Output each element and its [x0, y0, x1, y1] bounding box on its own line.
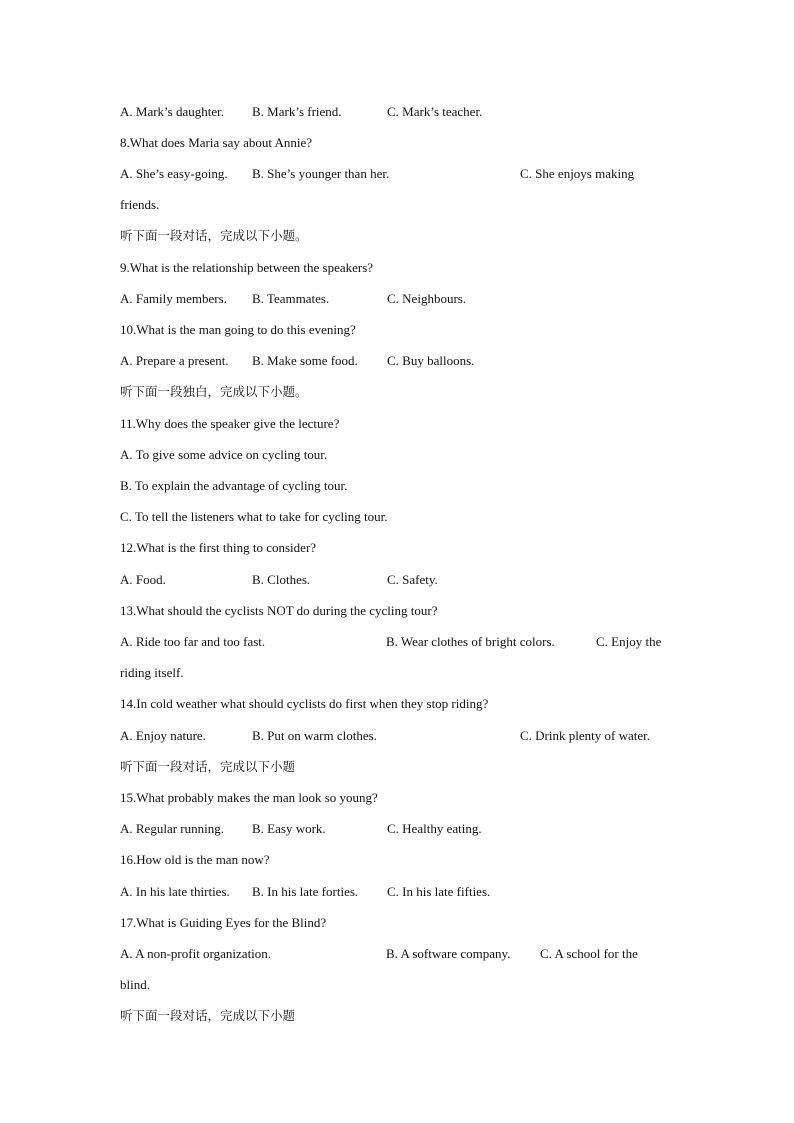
option-a[interactable]: A. In his late thirties.	[120, 884, 230, 899]
option-c[interactable]: C. In his late fifties.	[387, 884, 491, 899]
option-b[interactable]: B. A software company.	[386, 946, 511, 961]
option-c[interactable]: C. Drink plenty of water.	[520, 728, 650, 743]
question-17: 17.What is Guiding Eyes for the Blind?	[120, 915, 327, 930]
option-a[interactable]: A. Food.	[120, 572, 166, 587]
option-b[interactable]: B. She’s younger than her.	[252, 166, 390, 181]
option-c[interactable]: C. Healthy eating.	[387, 821, 482, 836]
option-b[interactable]: B. Easy work.	[252, 821, 326, 836]
section-instruction: 听下面一段对话，完成以下小题。	[120, 228, 308, 243]
option-b[interactable]: B. Teammates.	[252, 291, 330, 306]
question-15: 15.What probably makes the man look so young?	[120, 790, 378, 805]
question-13: 13.What should the cyclists NOT do during the cycling tour?	[120, 603, 438, 618]
option-a[interactable]: A. Mark’s daughter.	[120, 104, 224, 119]
question-8: 8.What does Maria say about Annie?	[120, 135, 313, 150]
option-b[interactable]: B. Clothes.	[252, 572, 311, 587]
option-c[interactable]: C. Buy balloons.	[387, 353, 475, 368]
option-b[interactable]: B. Mark’s friend.	[252, 104, 342, 119]
options-q14	[0, 728, 794, 744]
option-c-continued: blind.	[120, 977, 150, 992]
section-instruction: 听下面一段对话，完成以下小题	[120, 759, 296, 774]
option-c[interactable]: C. Enjoy the	[596, 634, 662, 649]
option-a[interactable]: A. A non-profit organization.	[120, 946, 272, 961]
option-a[interactable]: A. Family members.	[120, 291, 227, 306]
options-q16	[0, 884, 794, 900]
option-a[interactable]: A. Enjoy nature.	[120, 728, 206, 743]
options-q7	[0, 104, 794, 120]
option-c-continued: riding itself.	[120, 665, 184, 680]
option-b[interactable]: B. In his late forties.	[252, 884, 359, 899]
option-a[interactable]: A. Regular running.	[120, 821, 224, 836]
options-q8	[0, 166, 794, 182]
option-b[interactable]: B. Make some food.	[252, 353, 358, 368]
section-instruction: 听下面一段对话，完成以下小题	[120, 1008, 296, 1023]
option-c-continued: friends.	[120, 197, 160, 212]
option-b[interactable]: B. Wear clothes of bright colors.	[386, 634, 555, 649]
option-c[interactable]: C. A school for the	[540, 946, 638, 961]
question-11: 11.Why does the speaker give the lecture?	[120, 416, 340, 431]
option-c[interactable]: C. Mark’s teacher.	[387, 104, 483, 119]
option-a[interactable]: A. Ride too far and too fast.	[120, 634, 266, 649]
question-10: 10.What is the man going to do this evening?	[120, 322, 356, 337]
options-q17	[0, 946, 794, 962]
question-9: 9.What is the relationship between the speakers?	[120, 260, 374, 275]
options-q13	[0, 634, 794, 650]
section-instruction: 听下面一段独白，完成以下小题。	[120, 384, 308, 399]
option-b[interactable]: B. To explain the advantage of cycling tour.	[120, 478, 348, 493]
options-q15	[0, 821, 794, 837]
option-a[interactable]: A. She’s easy-going.	[120, 166, 228, 181]
options-q10	[0, 353, 794, 369]
options-q9	[0, 291, 794, 307]
question-16: 16.How old is the man now?	[120, 852, 270, 867]
option-b[interactable]: B. Put on warm clothes.	[252, 728, 377, 743]
options-q12	[0, 572, 794, 588]
option-c[interactable]: C. Neighbours.	[387, 291, 467, 306]
option-a[interactable]: A. To give some advice on cycling tour.	[120, 447, 328, 462]
question-12: 12.What is the first thing to consider?	[120, 540, 317, 555]
option-c[interactable]: C. To tell the listeners what to take for cycling tour.	[120, 509, 388, 524]
option-c[interactable]: C. Safety.	[387, 572, 438, 587]
option-a[interactable]: A. Prepare a present.	[120, 353, 229, 368]
option-c[interactable]: C. She enjoys making	[520, 166, 635, 181]
question-14: 14.In cold weather what should cyclists do first when they stop riding?	[120, 696, 489, 711]
